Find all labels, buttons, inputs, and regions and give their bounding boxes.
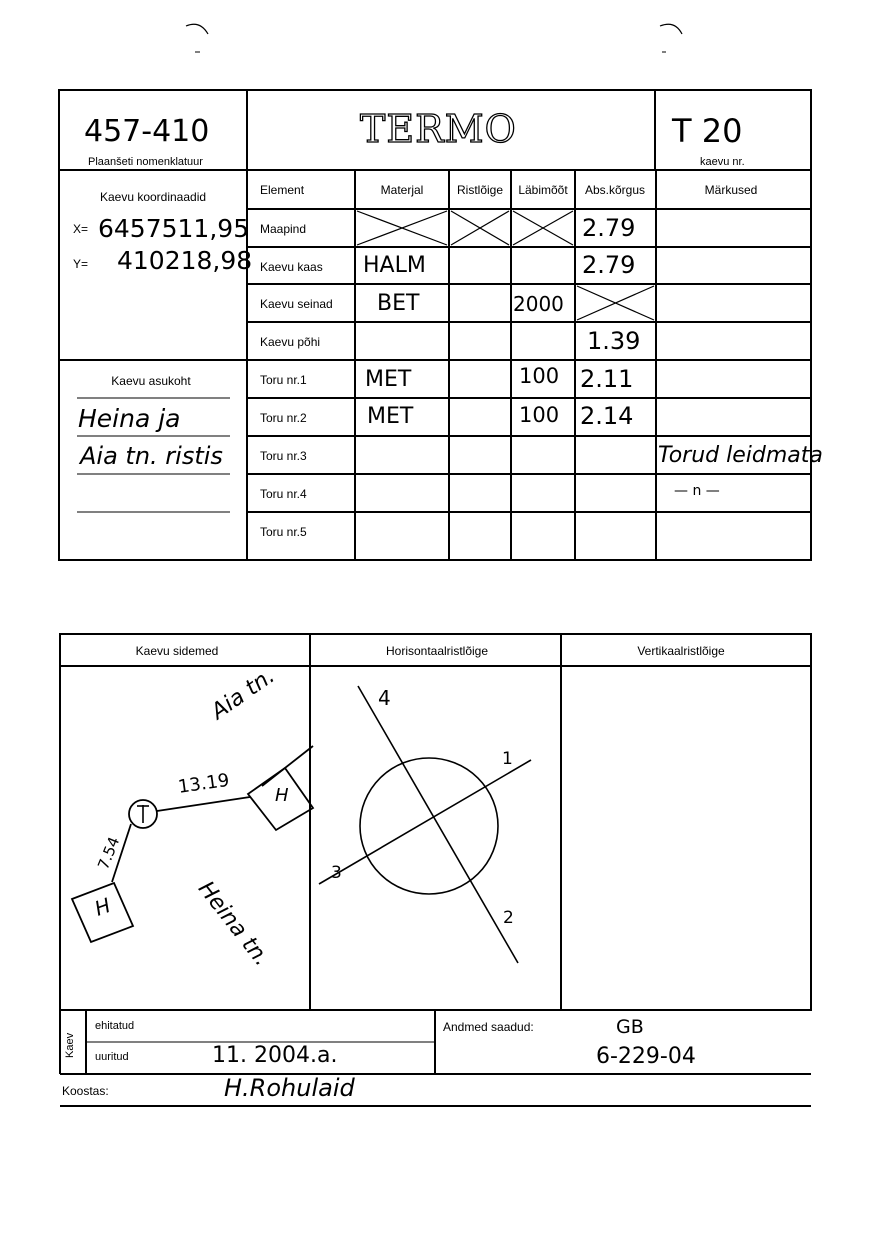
x-coordinate-value: 6457511,95 <box>98 214 250 243</box>
row-label-maapind: Maapind <box>260 222 307 236</box>
y-label: Y= <box>73 257 89 271</box>
materjal-toru-2: MET <box>367 404 414 429</box>
well-number-label: kaevu nr. <box>700 156 745 168</box>
coordinates-label: Kaevu koordinaadid <box>99 190 207 204</box>
row-label-toru-2: Toru nr.2 <box>260 411 307 425</box>
koostas-label: Koostas: <box>62 1084 109 1098</box>
street-aia-label: Aia tn. <box>206 663 280 725</box>
col-header-ristloige: Ristlõige <box>456 183 504 197</box>
row-label-toru-5: Toru nr.5 <box>260 525 307 539</box>
location-label: Kaevu asukoht <box>111 374 191 388</box>
labimoot-toru-2: 100 <box>519 403 560 427</box>
pipe-label-4: 4 <box>378 686 391 710</box>
header-vertikaalristloige: Vertikaalristlõige <box>637 644 725 658</box>
andmed-saadud-label: Andmed saadud: <box>443 1020 534 1034</box>
uuritud-value: 11. 2004.a. <box>212 1043 338 1068</box>
nomenclature-label: Plaanšeti nomenklatuur <box>88 156 203 168</box>
col-header-materjal: Materjal <box>380 183 424 197</box>
row-label-toru-3: Toru nr.3 <box>260 449 307 463</box>
andmed-value-2: 6-229-04 <box>596 1044 696 1069</box>
materjal-toru-1: MET <box>365 367 412 392</box>
abs-kaevu-kaas: 2.79 <box>582 251 636 279</box>
col-header-labimoot: Läbimõõt <box>518 183 568 197</box>
x-label: X= <box>73 222 89 236</box>
header-kaevu-sidemed: Kaevu sidemed <box>135 644 219 658</box>
row-label-kaevu-kaas: Kaevu kaas <box>260 260 323 274</box>
ehitatud-label: ehitatud <box>95 1020 135 1032</box>
header-horisontaalristloige: Horisontaalristlõige <box>385 644 489 658</box>
row-label-toru-4: Toru nr.4 <box>260 487 307 501</box>
row-label-toru-1: Toru nr.1 <box>260 373 307 387</box>
well-number-value: T 20 <box>672 112 743 150</box>
labimoot-toru-1: 100 <box>519 364 560 388</box>
street-heina-label: Heina tn. <box>192 876 275 972</box>
abs-kaevu-pohi: 1.39 <box>587 327 641 355</box>
house-label-2: H <box>91 892 114 921</box>
materjal-kaevu-kaas: HALM <box>363 253 426 278</box>
kaev-side-label: Kaev <box>64 1032 76 1058</box>
uuritud-label: uuritud <box>95 1051 129 1063</box>
y-coordinate-value: 410218,98 <box>117 246 253 275</box>
pipe-label-1: 1 <box>502 749 513 769</box>
pipe-label-3: 3 <box>331 863 342 883</box>
labimoot-kaevu-seinad: 2000 <box>513 292 564 316</box>
location-line-2: Aia tn. ristis <box>80 442 223 470</box>
materjal-kaevu-seinad: BET <box>377 291 420 316</box>
markused-toru-4: — n — <box>674 483 720 499</box>
koostas-value: H.Rohulaid <box>224 1074 355 1102</box>
abs-toru-1: 2.11 <box>580 365 634 393</box>
col-header-abs-korgus: Abs.kõrgus <box>584 183 646 197</box>
markused-toru-3: Torud leidmata <box>658 443 823 468</box>
form-title: TERMO <box>360 107 517 151</box>
location-line-1: Heina ja <box>78 404 181 433</box>
distance-13-19: 13.19 <box>176 769 231 798</box>
abs-toru-2: 2.14 <box>580 402 634 430</box>
nomenclature-value: 457-410 <box>84 114 210 149</box>
abs-maapind: 2.79 <box>582 214 636 242</box>
row-label-kaevu-pohi: Kaevu põhi <box>260 335 321 349</box>
pipe-label-2: 2 <box>503 908 514 928</box>
andmed-value-1: GB <box>616 1016 644 1038</box>
col-header-element: Element <box>260 183 305 197</box>
col-header-markused: Märkused <box>704 183 758 197</box>
house-label-1: H <box>275 785 289 806</box>
row-label-kaevu-seinad: Kaevu seinad <box>260 297 333 311</box>
distance-7-54: 7.54 <box>94 834 124 872</box>
